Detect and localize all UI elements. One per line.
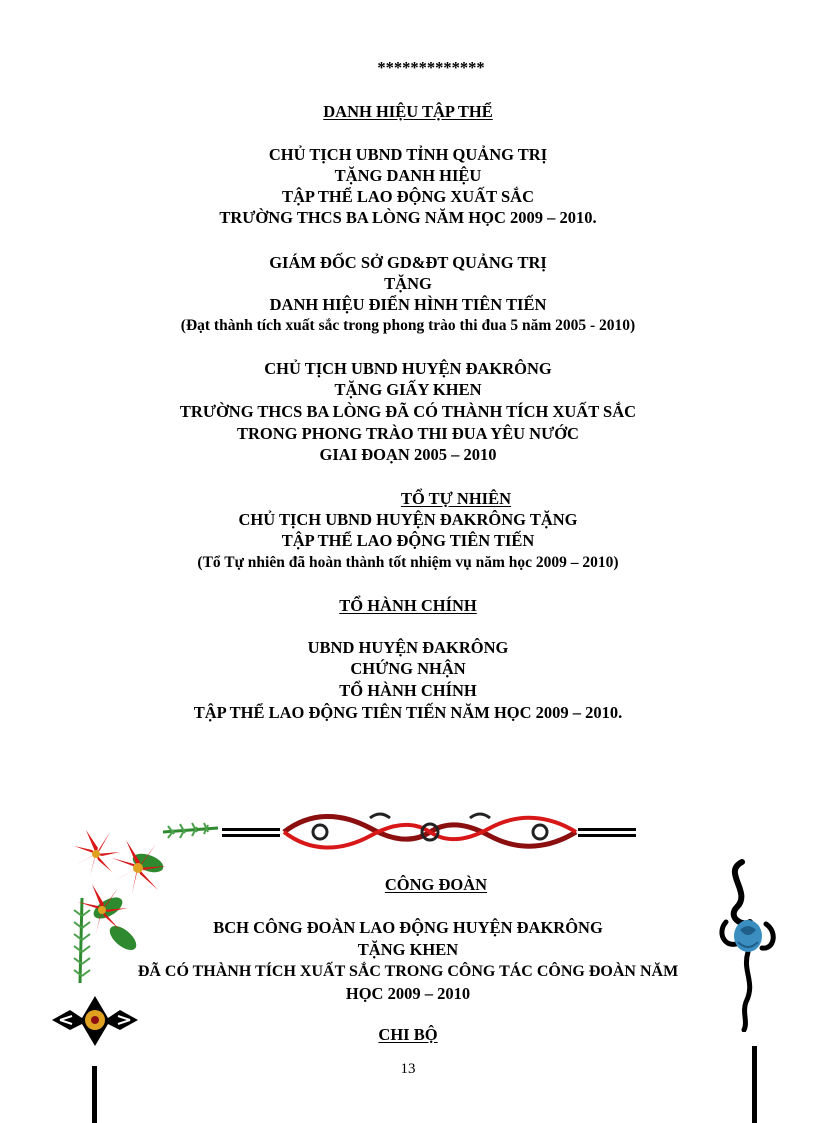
award-line: BCH CÔNG ĐOÀN LAO ĐỘNG HUYỆN ĐAKRÔNG [213,918,603,937]
award-line: GIÁM ĐỐC SỞ GD&ĐT QUẢNG TRỊ [269,253,547,272]
award-line: TẶNG GIẤY KHEN [334,380,482,399]
tribal-ornament-icon [220,808,640,854]
award-line: HỌC 2009 – 2010 [345,984,471,1003]
border-post-right [752,1046,757,1123]
award-line: TRONG PHONG TRÀO THI ĐUA YÊU NƯỚC [237,424,579,443]
award-line: TẶNG DANH HIỆU [334,166,482,185]
award-line: TẬP THỂ LAO ĐỘNG TIÊN TIẾN [281,531,535,550]
award-line: TẬP THỂ LAO ĐỘNG XUẤT SẮC [282,187,534,206]
page-number: 13 [400,1061,416,1077]
award-note: (Tổ Tự nhiên đã hoàn thành tốt nhiệm vụ năm học 2009 – 2010) [197,554,619,571]
award-line: TẶNG [384,274,432,293]
award-line: GIAI ĐOẠN 2005 – 2010 [319,445,497,464]
heading-collective: DANH HIỆU TẬP THỂ [323,102,493,121]
award-line: TRƯỜNG THCS BA LÒNG NĂM HỌC 2009 – 2010. [219,208,597,227]
heading-science-group: TỔ TỰ NHIÊN [400,489,512,508]
award-line: ĐÃ CÓ THÀNH TÍCH XUẤT SẮC TRONG CÔNG TÁC CÔNG ĐOÀN NĂM [137,963,679,980]
award-line: TẬP THỂ LAO ĐỘNG TIÊN TIẾN NĂM HỌC 2009 – 2010. [193,703,623,722]
heading-admin-group: TỔ HÀNH CHÍNH [339,596,477,615]
award-line: DANH HIỆU ĐIỂN HÌNH TIÊN TIẾN [269,295,547,314]
stars-separator: ************* [377,58,485,77]
award-line: TẶNG KHEN [357,940,459,959]
award-line: CHỦ TỊCH UBND TỈNH QUẢNG TRỊ [268,145,548,164]
heading-party-cell: CHI BỘ [378,1025,438,1044]
award-line: CHỦ TỊCH UBND HUYỆN ĐAKRÔNG [264,359,552,378]
award-line: TRƯỜNG THCS BA LÒNG ĐÃ CÓ THÀNH TÍCH XUẤT SẮC [179,402,637,421]
award-line: CHỦ TỊCH UBND HUYỆN ĐAKRÔNG TẶNG [238,510,578,529]
award-note: (Đạt thành tích xuất sắc trong phong trào thi đua 5 năm 2005 - 2010) [180,317,636,334]
award-line: TỔ HÀNH CHÍNH [339,681,477,700]
award-line: CHỨNG NHẬN [350,659,466,678]
award-line: UBND HUYỆN ĐAKRÔNG [307,638,509,657]
heading-union: CÔNG ĐOÀN [384,875,488,894]
